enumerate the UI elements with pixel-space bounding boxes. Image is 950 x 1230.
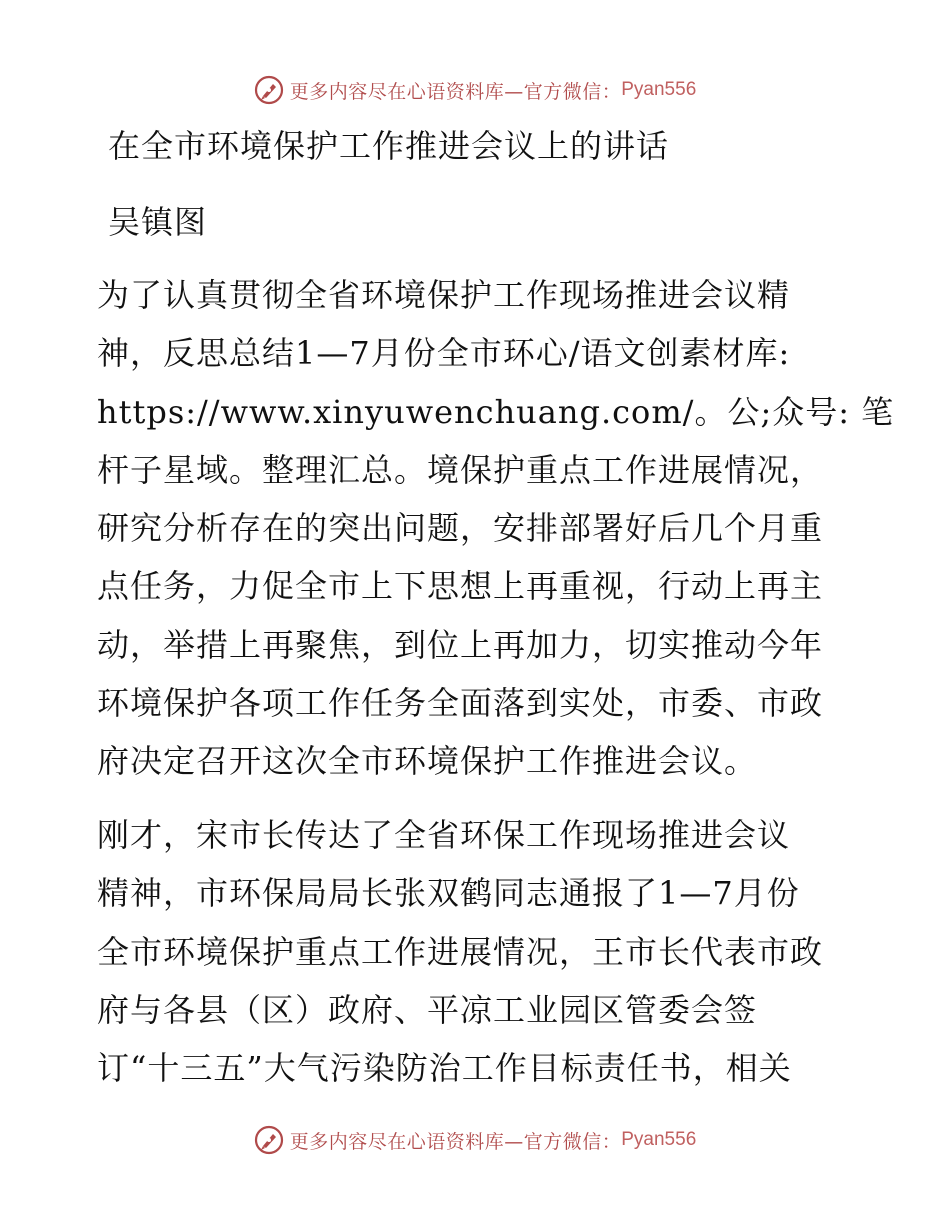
footer-watermark bbox=[0, 1120, 950, 1160]
paragraph-line: 点任务，力促全市上下思想上再重视，行动上再主 bbox=[97, 567, 824, 606]
watermark-text: 更多内容尽在心语资料库—官方微信： bbox=[289, 1130, 622, 1153]
paragraph-1 bbox=[97, 266, 895, 791]
document-title: 在全市环境保护工作推进会议上的讲话 bbox=[108, 127, 670, 165]
paragraph-line: 府与各县（区）政府、平凉工业园区管委会签 bbox=[97, 990, 758, 1029]
paragraph-line: 刚才，宋市长传达了全省环保工作现场推进会议 bbox=[97, 816, 791, 854]
header-watermark bbox=[0, 70, 950, 110]
paragraph-line: 全市环境保护重点工作进展情况，王市长代表市政 bbox=[97, 932, 824, 971]
pen-logo-icon bbox=[254, 75, 284, 105]
paragraph-line: 研究分析存在的突出问题，安排部署好后几个月重 bbox=[97, 509, 824, 548]
paragraph-line: 神，反思总结1—7月份全市环心/语文创素材库: bbox=[97, 334, 791, 373]
paragraph-line: 精神，市环保局局长张双鹤同志通报了1—7月份 bbox=[97, 874, 800, 913]
paragraph-line: https://www.xinyuwenchuang.com/。公;众号: 笔 bbox=[97, 392, 895, 431]
paragraph-line: 动，举措上再聚焦，到位上再加力，切实推动今年 bbox=[97, 625, 824, 664]
pen-logo-icon bbox=[254, 1125, 284, 1155]
paragraph-line: 环境保护各项工作任务全面落到实处，市委、市政 bbox=[97, 684, 824, 723]
watermark-text: 更多内容尽在心语资料库—官方微信： bbox=[289, 80, 622, 103]
paragraph-line: 府决定召开这次全市环境保护工作推进会议。 bbox=[97, 742, 758, 781]
paragraph-line: 订“十三五”大气污染防治工作目标责任书，相关 bbox=[97, 1049, 792, 1088]
paragraph-line: 为了认真贯彻全省环境保护工作现场推进会议精 bbox=[97, 276, 791, 314]
paragraph-2 bbox=[97, 806, 857, 1097]
paragraph-line: 杆子星域。整理汇总。境保护重点工作进展情况， bbox=[97, 450, 824, 489]
watermark-wechat-id: Pyan556 bbox=[621, 79, 697, 100]
watermark-wechat-id: Pyan556 bbox=[621, 1129, 697, 1150]
document-author: 吴镇图 bbox=[108, 203, 208, 241]
